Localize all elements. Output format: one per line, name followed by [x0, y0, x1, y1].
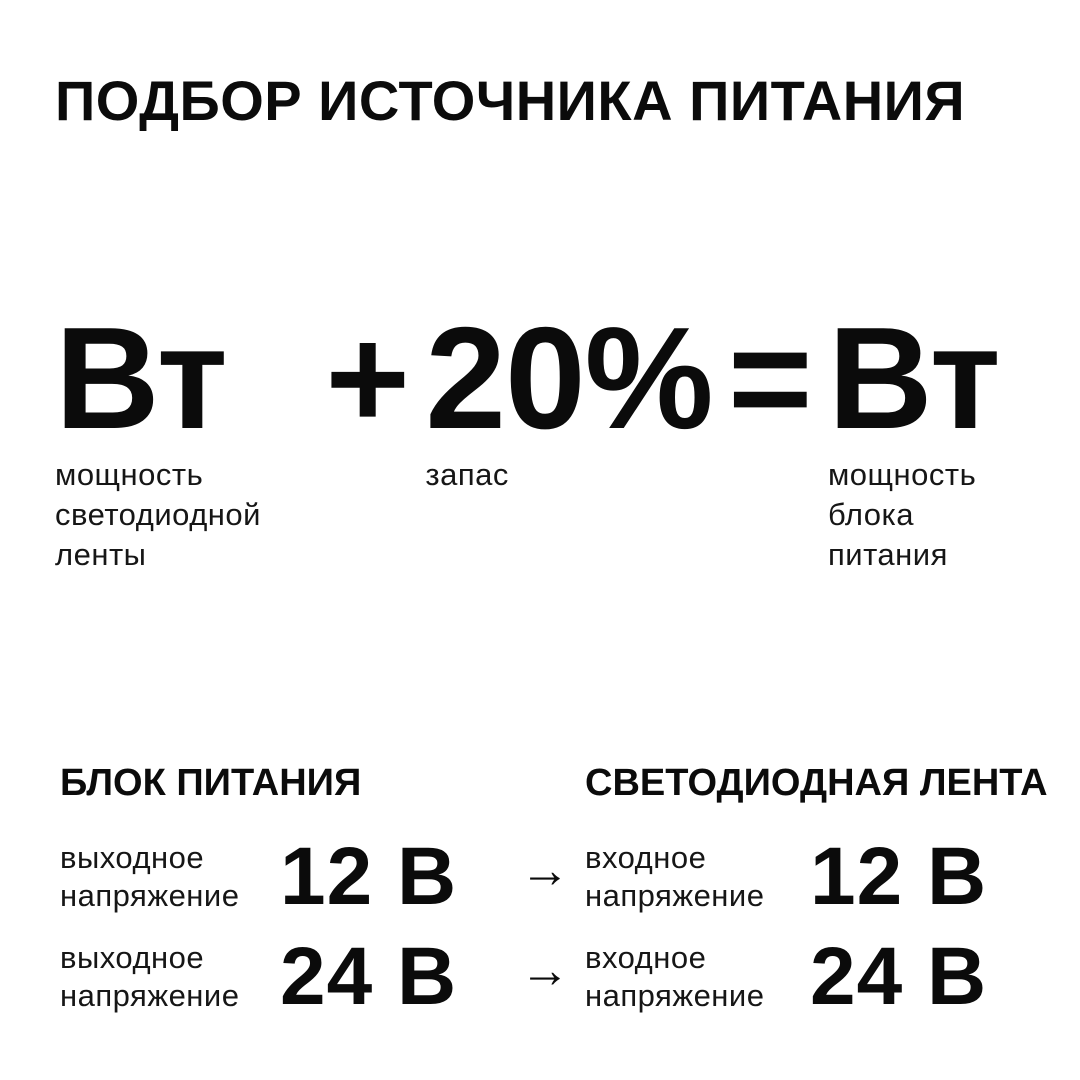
plus-operator: + [325, 297, 411, 459]
input-voltage-value: 12 В [810, 831, 988, 922]
voltage-row-12v [60, 827, 1016, 927]
strip-power-term [55, 297, 310, 575]
reserve-term [425, 297, 713, 495]
output-voltage-value: 12 В [280, 831, 458, 922]
strip-power-label: мощность светодиодной ленты [55, 457, 261, 572]
voltage-comparison-section [60, 762, 1048, 1027]
output-voltage-label: выходное напряжение [60, 840, 240, 913]
led-strip-header: СВЕТОДИОДНАЯ ЛЕНТА [585, 762, 1048, 804]
equals-operator: = [727, 297, 813, 459]
psu-power-term [827, 297, 1008, 575]
reserve-percent-value: 20% [425, 297, 713, 459]
strip-power-value: Вт [55, 297, 227, 459]
right-arrow-icon: → [520, 942, 570, 998]
comparison-rows [60, 827, 1016, 1027]
output-voltage-value: 24 В [280, 931, 458, 1022]
power-formula [55, 297, 1008, 575]
input-voltage-label: входное напряжение [585, 940, 765, 1013]
psu-header: БЛОК ПИТАНИЯ [60, 762, 362, 804]
reserve-label: запас [425, 457, 509, 492]
psu-power-label: мощность блока питания [827, 457, 977, 572]
input-voltage-value: 24 В [810, 931, 988, 1022]
input-voltage-label: входное напряжение [585, 840, 765, 913]
page-title: ПОДБОР ИСТОЧНИКА ПИТАНИЯ [55, 69, 966, 132]
comparison-headers [60, 762, 1048, 804]
output-voltage-label: выходное напряжение [60, 940, 240, 1013]
right-arrow-icon: → [520, 842, 570, 898]
psu-power-value: Вт [827, 297, 1000, 459]
voltage-row-24v [60, 927, 1016, 1027]
